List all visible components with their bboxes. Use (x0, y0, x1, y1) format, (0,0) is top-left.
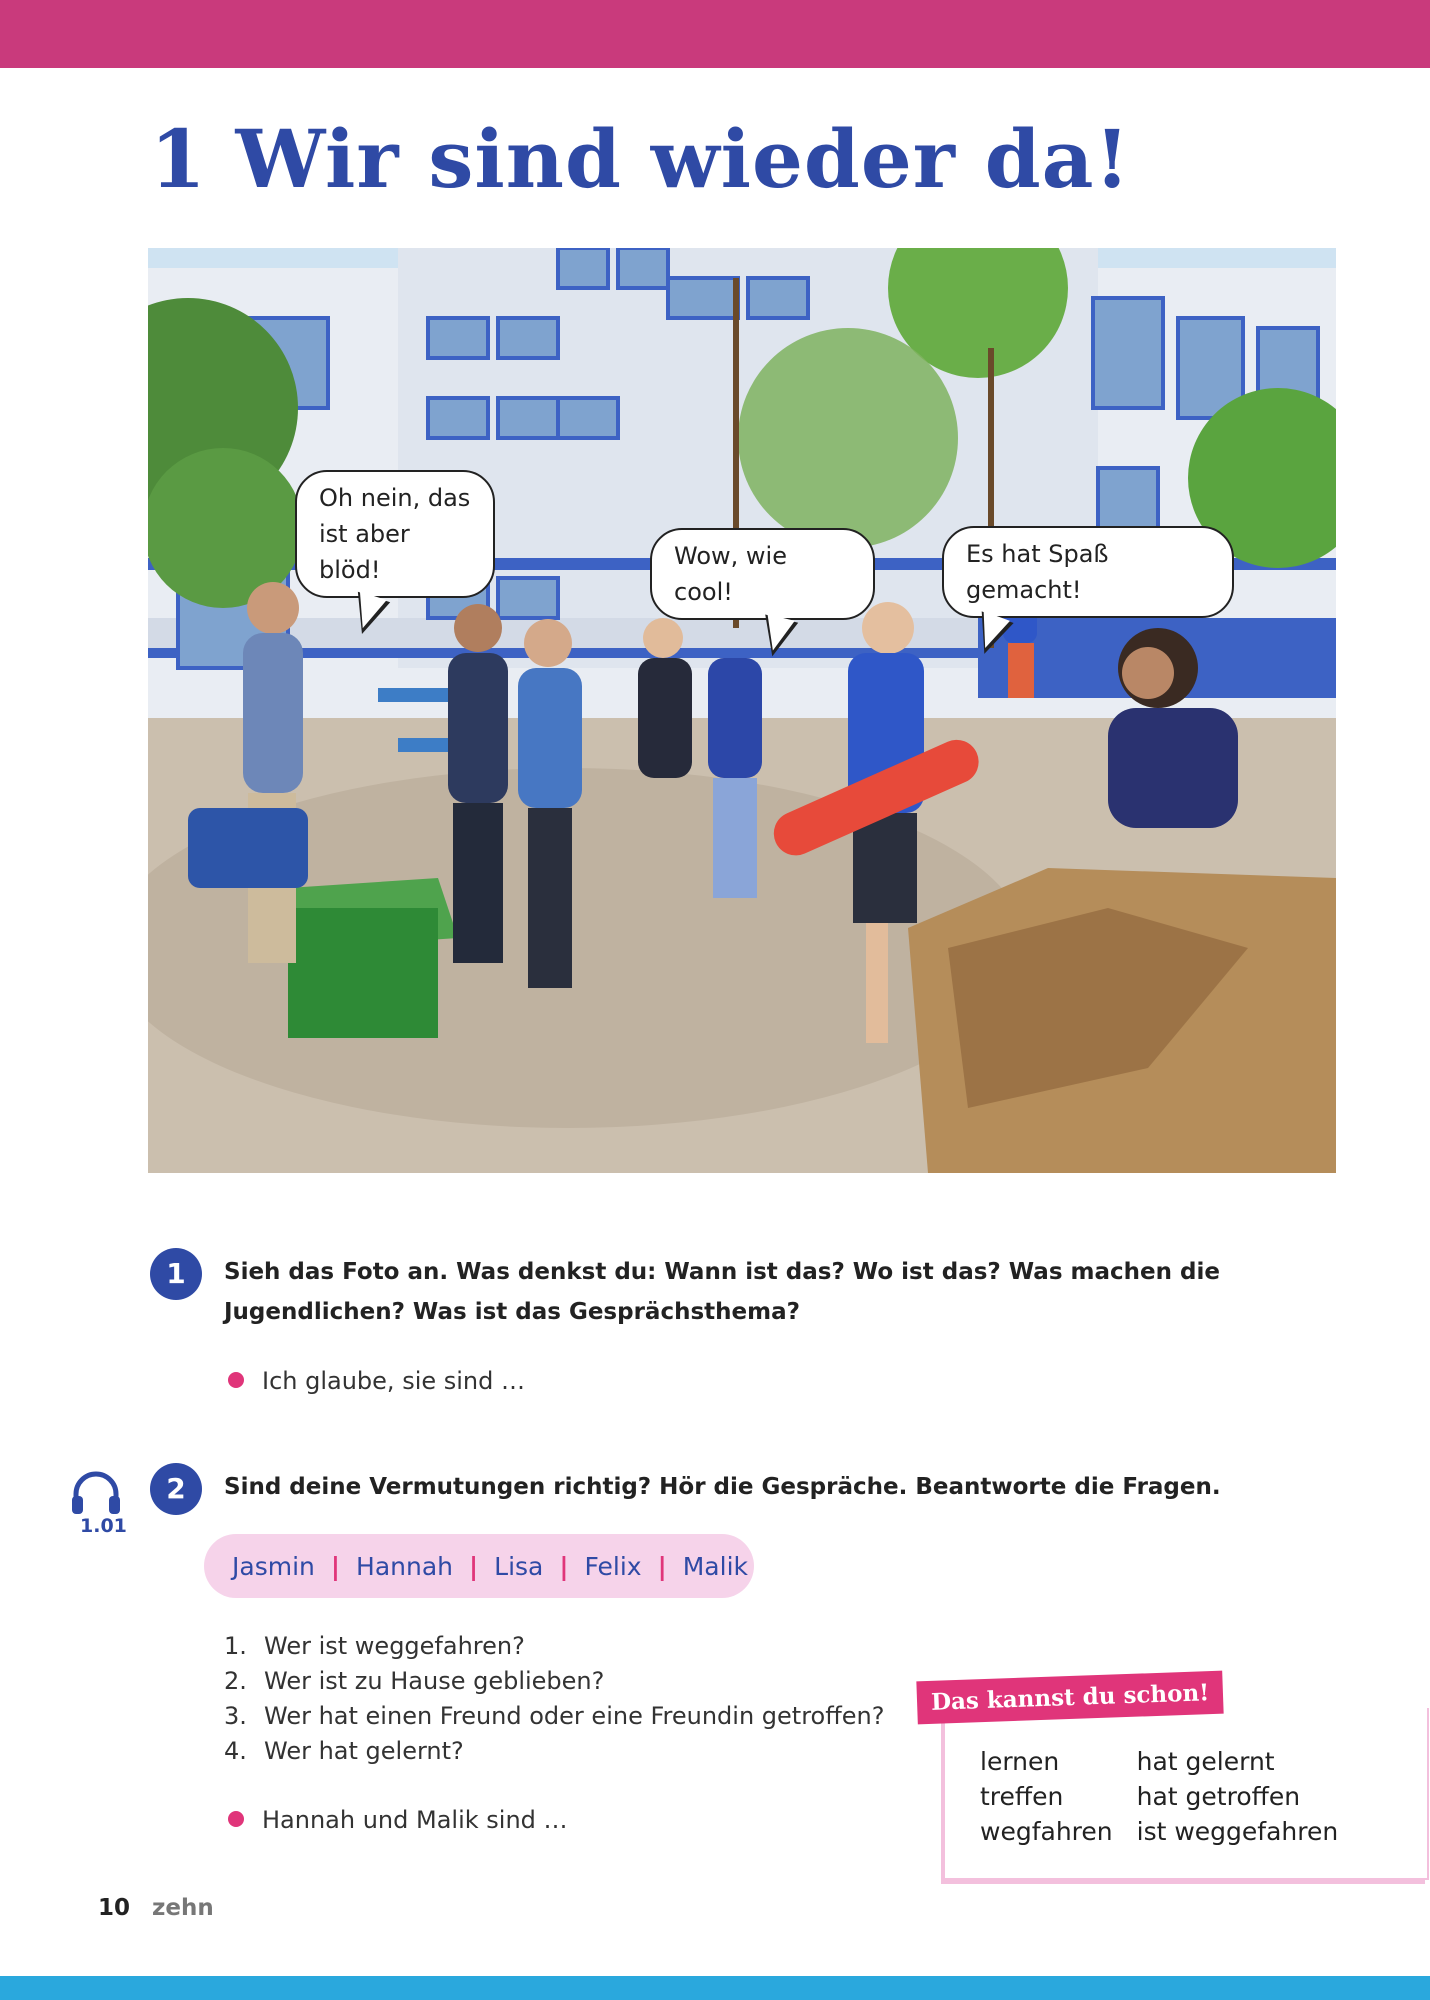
question-text: Wer ist zu Hause geblieben? (264, 1667, 605, 1695)
headphones-icon[interactable] (70, 1470, 122, 1516)
question-text: Wer hat gelernt? (264, 1737, 464, 1765)
name-malik: Malik (682, 1551, 748, 1581)
grammar-box-title: Das kannst du schon! (916, 1671, 1224, 1725)
chapter-title: 1 Wir sind wieder da! (150, 112, 1131, 206)
photo-illustration (148, 248, 1336, 1173)
verb-infinitive: wegfahren (980, 1817, 1113, 1846)
exercise-1-prompt: Sieh das Foto an. Was denkst du: Wann ist das? Wo ist das? Was machen die Jugendlichen? Was ist das Gesprächsthema? (224, 1259, 1220, 1325)
question-item (224, 1734, 884, 1769)
name-felix: Felix (584, 1551, 642, 1581)
name-separator: | (657, 1551, 667, 1581)
verb-row (980, 1744, 1362, 1779)
name-separator: | (469, 1551, 479, 1581)
speech-bubble-3: Es hat Spaß gemacht! (942, 526, 1234, 618)
question-number: 3. (224, 1702, 247, 1730)
bottom-color-band (0, 1976, 1430, 2000)
question-number: 1. (224, 1632, 247, 1660)
names-list (204, 1534, 754, 1598)
bullet-dot (228, 1811, 244, 1827)
question-text: Wer hat einen Freund oder eine Freundin getroffen? (264, 1702, 885, 1730)
question-list (224, 1629, 884, 1769)
verb-perfect: hat getroffen (1136, 1782, 1301, 1811)
question-number: 2. (224, 1667, 247, 1695)
exercise-1-number: 1 (150, 1248, 202, 1300)
exercise-1-example-text: Ich glaube, sie sind … (262, 1367, 526, 1395)
audio-track-number: 1.01 (80, 1515, 127, 1537)
question-item (224, 1699, 884, 1734)
exercise-2-number: 2 (150, 1463, 202, 1515)
question-item (224, 1629, 884, 1664)
verb-perfect: ist weggefahren (1136, 1817, 1339, 1846)
top-color-band (0, 0, 1430, 68)
speech-bubble-1: Oh nein, das ist aber blöd! (295, 470, 495, 598)
bullet-dot (228, 1372, 244, 1388)
verb-infinitive: treffen (980, 1782, 1064, 1811)
name-hannah: Hannah (356, 1551, 453, 1581)
verb-infinitive: lernen (980, 1747, 1060, 1776)
verb-row (980, 1779, 1362, 1814)
verb-table (980, 1744, 1362, 1849)
name-separator: | (559, 1551, 569, 1581)
page-number-word: zehn (152, 1895, 214, 1921)
page-number: 10 (98, 1895, 131, 1921)
verb-row (980, 1814, 1362, 1849)
question-text: Wer ist weggefahren? (264, 1632, 525, 1660)
speech-bubble-2: Wow, wie cool! (650, 528, 875, 620)
name-jasmin: Jasmin (232, 1551, 315, 1581)
exercise-2-example-text: Hannah und Malik sind … (262, 1806, 568, 1834)
exercise-2-example (228, 1806, 568, 1834)
school-yard-photo (148, 248, 1336, 1173)
name-lisa: Lisa (494, 1551, 544, 1581)
exercise-2-prompt: Sind deine Vermutungen richtig? Hör die Gespräche. Beantworte die Fragen. (224, 1474, 1221, 1500)
name-separator: | (330, 1551, 341, 1581)
question-number: 4. (224, 1737, 247, 1765)
question-item (224, 1664, 884, 1699)
exercise-1-example (228, 1367, 525, 1395)
verb-perfect: hat gelernt (1136, 1747, 1275, 1776)
